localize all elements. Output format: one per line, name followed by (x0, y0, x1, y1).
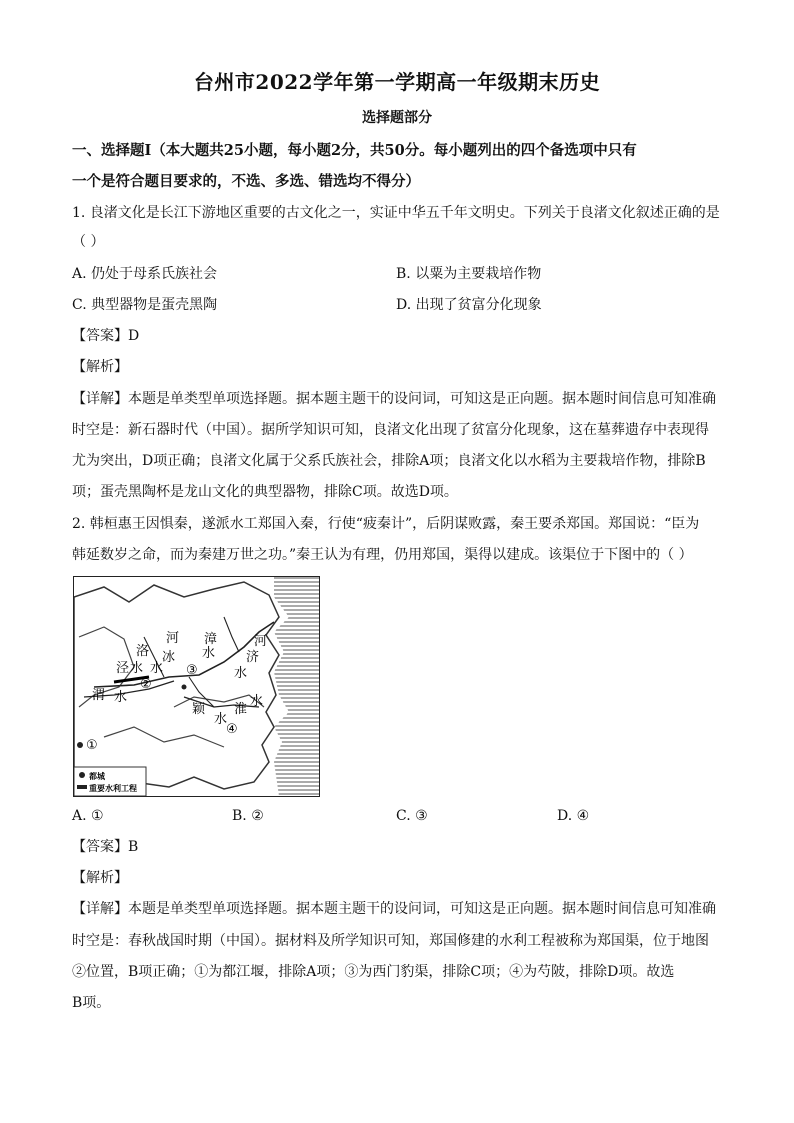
q1-stem-line2: （ ） (72, 234, 105, 250)
map-label: 水 (114, 690, 128, 705)
q2-answer: 【答案】B (72, 839, 139, 855)
q2-detail-line2: 时空是：春秋战国时期（中国）。据材料及所学知识可知，郑国修建的水利工程被称为郑国渠，位于地图 (72, 933, 709, 949)
map-label: 水 (130, 661, 144, 676)
legend-waterwork-icon (77, 785, 87, 789)
legend-capital-icon (79, 772, 85, 778)
map-capital-dot (182, 685, 187, 690)
map-label: 洛 (136, 644, 150, 659)
map-label: 济 (246, 650, 260, 665)
map-marker-3: ③ (186, 663, 198, 678)
map-label: 淮 (234, 702, 248, 717)
q1-option-b: B. 以粟为主要栽培作物 (396, 266, 542, 282)
map-capital-dot (77, 742, 83, 748)
map-label: 河 (254, 634, 268, 649)
q2-option-a: A. ① (72, 808, 104, 824)
q2-analysis-label: 【解析】 (72, 870, 128, 886)
section-instruction-line2: 一个是符合题目要求的，不选、多选、错选均不得分） (72, 173, 420, 190)
q1-option-c: C. 典型器物是蛋壳黑陶 (72, 297, 218, 313)
map-label: 河 (166, 631, 180, 646)
map-marker-4: ④ (226, 722, 238, 737)
map-sea-area (274, 577, 319, 796)
q2-stem-line2: 韩延数岁之命，而为秦建万世之功。”秦王认为有理，仍用郑国，渠得以建成。该渠位于下图中的（ ） (72, 547, 693, 563)
q2-option-b: B. ② (232, 808, 264, 824)
map-marker-2: ② (140, 677, 152, 692)
legend-waterwork-label: 重要水利工程 (89, 784, 137, 793)
q2-detail-line1: 【详解】本题是单类型单项选择题。据本题主题干的设问词，可知这是正向题。据本题时间信息可知准确 (72, 901, 716, 917)
map-label: 泾 (116, 661, 130, 676)
map-river-zhang (224, 617, 239, 652)
q1-detail-line3: 尤为突出，D项正确；良渚文化属于父系氏族社会，排除A项；良渚文化以水稻为主要栽培作物，排除B (72, 453, 706, 469)
page-subtitle: 选择题部分 (362, 110, 432, 126)
map-label: 水 (150, 661, 164, 676)
map-label: 水 (250, 694, 264, 709)
q1-detail-line2: 时空是：新石器时代（中国）。据所学知识可知，良渚文化出现了贫富分化现象，这在墓葬遗存中表现得 (72, 422, 709, 438)
q1-stem-line1: 1. 良渚文化是长江下游地区重要的古文化之一，实证中华五千年文明史。下列关于良渚文化叙述正确的是 (72, 205, 720, 221)
map-marker-1: ① (86, 738, 98, 753)
q2-option-c: C. ③ (396, 808, 428, 824)
legend-capital-label: 都城 (89, 772, 105, 781)
q2-detail-line4: B项。 (72, 995, 111, 1011)
q1-detail-line1: 【详解】本题是单类型单项选择题。据本题主题干的设问词，可知这是正向题。据本题时间信息可知准确 (72, 391, 716, 407)
map-region-border (104, 727, 224, 747)
q1-detail-line4: 项；蛋壳黑陶杯是龙山文化的典型器物，排除C项。故选D项。 (72, 484, 458, 500)
q2-map (73, 576, 320, 797)
map-label: 水 (202, 646, 216, 661)
map-label: 水 (214, 712, 228, 727)
map-label: 渭 (92, 688, 106, 703)
q1-option-d: D. 出现了贫富分化现象 (396, 297, 542, 313)
q1-answer: 【答案】D (72, 328, 140, 344)
q1-analysis-label: 【解析】 (72, 359, 128, 375)
map-label: 漳 (204, 632, 218, 647)
q1-option-a: A. 仍处于母系氏族社会 (72, 266, 218, 282)
section-instruction-line1: 一、选择题Ⅰ（本大题共25小题，每小题2分，共50分。每小题列出的四个备选项中只有 (72, 142, 637, 159)
q2-detail-line3: ②位置，B项正确；①为都江堰，排除A项；③为西门豹渠，排除C项；④为芍陂，排除D项。故选 (72, 964, 675, 980)
map-label: 水 (234, 666, 248, 681)
q2-option-d: D. ④ (557, 808, 590, 824)
map-label: 冰 (162, 650, 176, 665)
q2-stem-line1: 2. 韩桓惠王因惧秦，遂派水工郑国入秦，行使“疲秦计”，后阴谋败露，秦王要杀郑国。郑国说：“臣为 (72, 516, 700, 532)
page-title: 台州市2022学年第一学期高一年级期末历史 (193, 70, 601, 94)
map-label: 颖 (192, 702, 206, 717)
